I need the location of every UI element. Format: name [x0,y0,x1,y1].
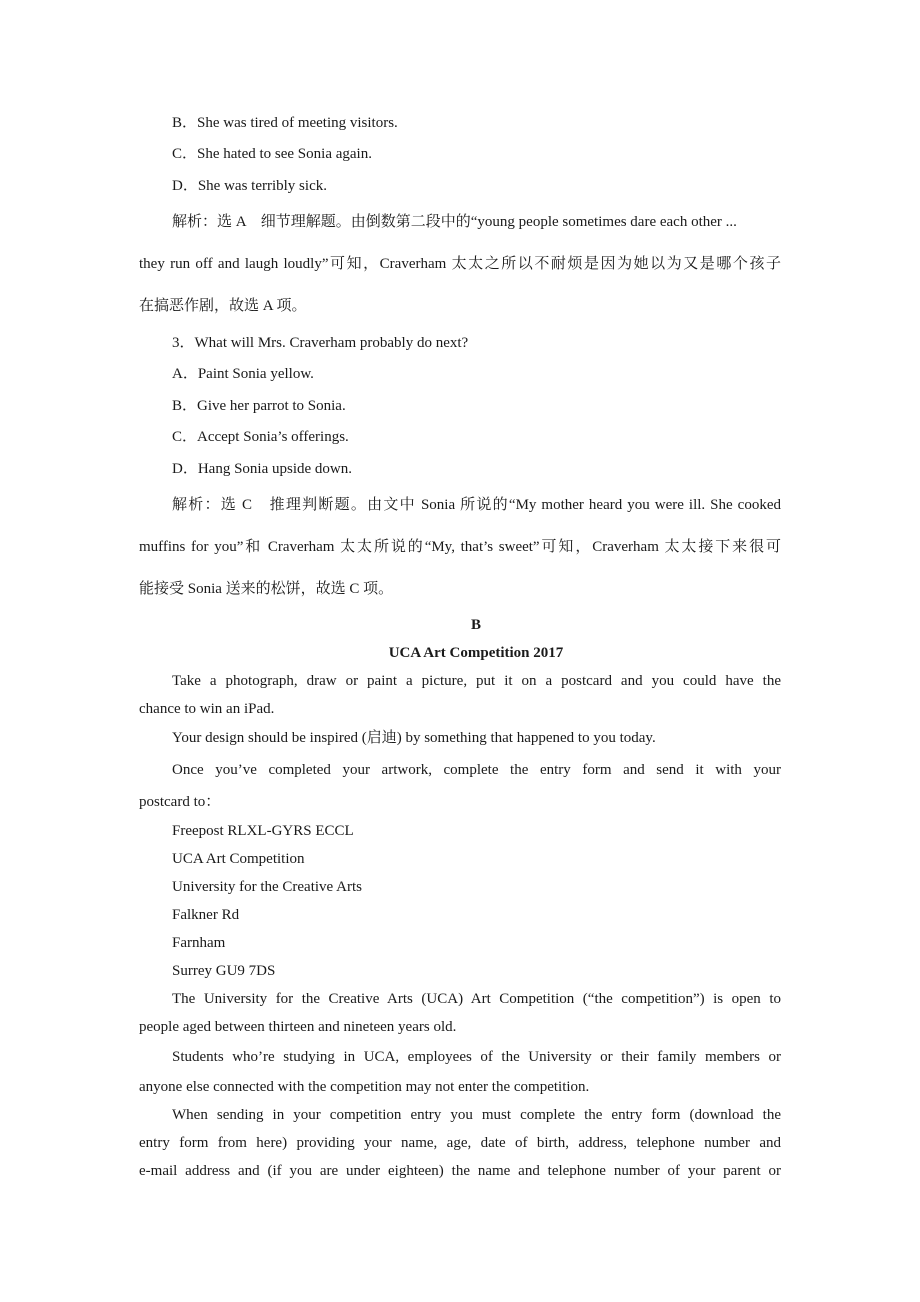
q3-question: 3．What will Mrs. Craverham probably do next? [172,335,469,351]
q3-option-d: D．Hang Sonia upside down. [172,461,352,477]
q3-explanation-line-2: muffins for you”和 Craverham 太太所说的“My, that’s sweet”可知，Craverham 太太接下来很可 [139,539,781,555]
q2-explanation-line-1: 解析：选 A 细节理解题。由倒数第二段中的“young people sometimes dare each other ... [172,214,737,230]
address-line: Freepost RLXL-GYRS ECCL [172,823,354,839]
address-line: University for the Creative Arts [172,879,362,895]
q3-explanation-line-1: 解析：选 C 推理判断题。由文中 Sonia 所说的“My mother heard you were ill. She cooked [172,497,781,513]
address-line: Surrey GU9 7DS [172,963,276,979]
address-line: UCA Art Competition [172,851,305,867]
paragraph-4-line-2: people aged between thirteen and nineteen years old. [139,1019,457,1035]
paragraph-6-line-2: entry form from here) providing your name, age, date of birth, address, telephone number and [139,1135,781,1151]
paragraph-2: Your design should be inspired (启迪) by something that happened to you today. [172,730,656,746]
q3-option-b: B．Give her parrot to Sonia. [172,398,346,414]
q2-explanation-line-2: they run off and laugh loudly”可知，Craverham 太太之所以不耐烦是因为她以为又是哪个孩子 [139,256,781,272]
q2-option-c: C．She hated to see Sonia again. [172,146,372,162]
q2-option-b: B．She was tired of meeting visitors. [172,115,398,131]
paragraph-1-line-2: chance to win an iPad. [139,701,275,717]
paragraph-3-line-2: postcard to： [139,794,221,810]
paragraph-6-line-3: e-mail address and (if you are under eighteen) the name and telephone number of your parent or [139,1163,781,1179]
paragraph-5-line-2: anyone else connected with the competition may not enter the competition. [139,1079,590,1095]
q3-option-c: C．Accept Sonia’s offerings. [172,429,349,445]
address-line: Falkner Rd [172,907,240,923]
address-line: Farnham [172,935,226,951]
paragraph-6-line-1: When sending in your competition entry you must complete the entry form (download the [172,1107,781,1123]
section-letter: B [470,617,481,633]
section-title: UCA Art Competition 2017 [388,645,564,661]
q2-option-d: D．She was terribly sick. [172,178,327,194]
paragraph-3-line-1: Once you’ve completed your artwork, complete the entry form and send it with your [172,762,781,778]
paragraph-5-line-1: Students who’re studying in UCA, employees of the University or their family members or [172,1049,781,1065]
q3-option-a: A．Paint Sonia yellow. [172,366,314,382]
paragraph-1-line-1: Take a photograph, draw or paint a picture, put it on a postcard and you could have the [172,673,781,689]
q2-explanation-line-3: 在搞恶作剧，故选 A 项。 [139,298,307,314]
paragraph-4-line-1: The University for the Creative Arts (UCA) Art Competition (“the competition”) is open to [172,991,781,1007]
q3-explanation-line-3: 能接受 Sonia 送来的松饼，故选 C 项。 [139,581,394,597]
